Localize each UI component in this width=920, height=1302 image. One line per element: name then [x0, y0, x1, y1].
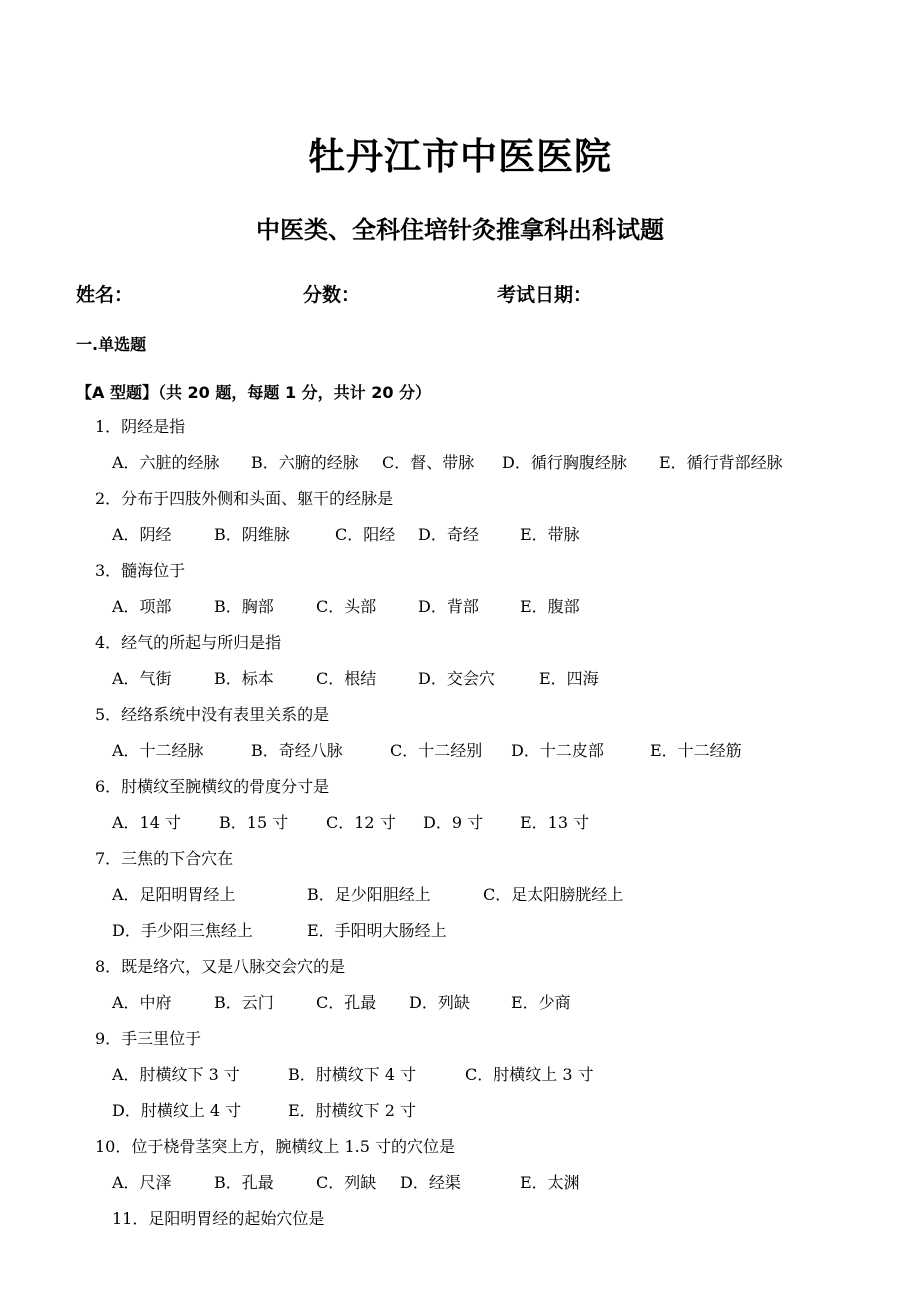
date-label: 考试日期： — [497, 284, 593, 306]
section-title: 一.单选题 — [76, 335, 147, 354]
option: E．少商 — [511, 993, 571, 1012]
option: E．腹部 — [520, 597, 580, 616]
option: C．孔最 — [316, 993, 377, 1012]
score-label: 分数： — [303, 284, 361, 306]
exam-title: 中医类、全科住培针灸推拿科出科试题 — [256, 216, 664, 244]
question-5-stem: 5．经络系统中没有表里关系的是 — [95, 705, 330, 724]
option: D．背部 — [418, 597, 479, 616]
option: C．列缺 — [316, 1173, 377, 1192]
option: E．手阳明大肠经上 — [307, 921, 447, 940]
option: D．奇经 — [418, 525, 479, 544]
option: E．肘横纹下 2 寸 — [288, 1101, 417, 1120]
option: C．阳经 — [335, 525, 396, 544]
option: C．足太阳膀胱经上 — [483, 885, 624, 904]
question-6-stem: 6．肘横纹至腕横纹的骨度分寸是 — [95, 777, 330, 796]
option: A．尺泽 — [112, 1173, 172, 1192]
option: D．经渠 — [400, 1173, 461, 1192]
option: D．十二皮部 — [511, 741, 604, 760]
option: B．胸部 — [214, 597, 274, 616]
option: A．六脏的经脉 — [112, 453, 220, 472]
type-bracket: 【A 型题】 — [76, 383, 158, 402]
option: E．13 寸 — [520, 813, 590, 832]
option: D．列缺 — [409, 993, 470, 1012]
option: C．十二经别 — [390, 741, 483, 760]
option: A．14 寸 — [112, 813, 182, 832]
option: A．阴经 — [112, 525, 172, 544]
option: D．9 寸 — [423, 813, 484, 832]
question-4-stem: 4．经气的所起与所归是指 — [95, 633, 282, 652]
option: E．带脉 — [520, 525, 580, 544]
question-7-stem: 7．三焦的下合穴在 — [95, 849, 234, 868]
option: C．头部 — [316, 597, 377, 616]
option: B．肘横纹下 4 寸 — [288, 1065, 417, 1084]
option: A．十二经脉 — [112, 741, 204, 760]
option: E．太渊 — [520, 1173, 580, 1192]
question-11-stem: 11．足阳明胃经的起始穴位是 — [112, 1209, 325, 1228]
question-9-stem: 9．手三里位于 — [95, 1029, 202, 1048]
hospital-title: 牡丹江市中医医院 — [308, 135, 612, 178]
option: A．足阳明胃经上 — [112, 885, 236, 904]
option: C．肘横纹上 3 寸 — [465, 1065, 594, 1084]
option: B．足少阳胆经上 — [307, 885, 431, 904]
option: D．循行胸腹经脉 — [502, 453, 627, 472]
option: B．标本 — [214, 669, 274, 688]
option: A．项部 — [112, 597, 172, 616]
option: B．孔最 — [214, 1173, 274, 1192]
option: D．手少阳三焦经上 — [112, 921, 253, 940]
option: C．12 寸 — [326, 813, 396, 832]
option: B．阴维脉 — [214, 525, 290, 544]
option: D．肘横纹上 4 寸 — [112, 1101, 242, 1120]
option: E．十二经筋 — [650, 741, 742, 760]
question-type-header — [76, 380, 431, 403]
name-label: 姓名： — [76, 284, 134, 306]
option: A．肘横纹下 3 寸 — [112, 1065, 240, 1084]
option: C．督、带脉 — [382, 453, 475, 472]
type-desc: （共 20 题，每题 1 分，共计 20 分） — [157, 383, 432, 402]
question-2-stem: 2．分布于四肢外侧和头面、躯干的经脉是 — [95, 489, 394, 508]
question-8-stem: 8．既是络穴，又是八脉交会穴的是 — [95, 957, 346, 976]
option: B．15 寸 — [219, 813, 289, 832]
option: E．四海 — [539, 669, 599, 688]
question-10-stem: 10．位于桡骨茎突上方，腕横纹上 1.5 寸的穴位是 — [95, 1137, 455, 1156]
question-3-stem: 3．髓海位于 — [95, 561, 186, 580]
option: B．奇经八脉 — [251, 741, 343, 760]
option: A．中府 — [112, 993, 172, 1012]
option: D．交会穴 — [418, 669, 495, 688]
option: B．六腑的经脉 — [251, 453, 359, 472]
option: C．根结 — [316, 669, 377, 688]
option: A．气街 — [112, 669, 172, 688]
question-1-stem: 1．阴经是指 — [95, 417, 186, 436]
option: E．循行背部经脉 — [659, 453, 783, 472]
option: B．云门 — [214, 993, 274, 1012]
